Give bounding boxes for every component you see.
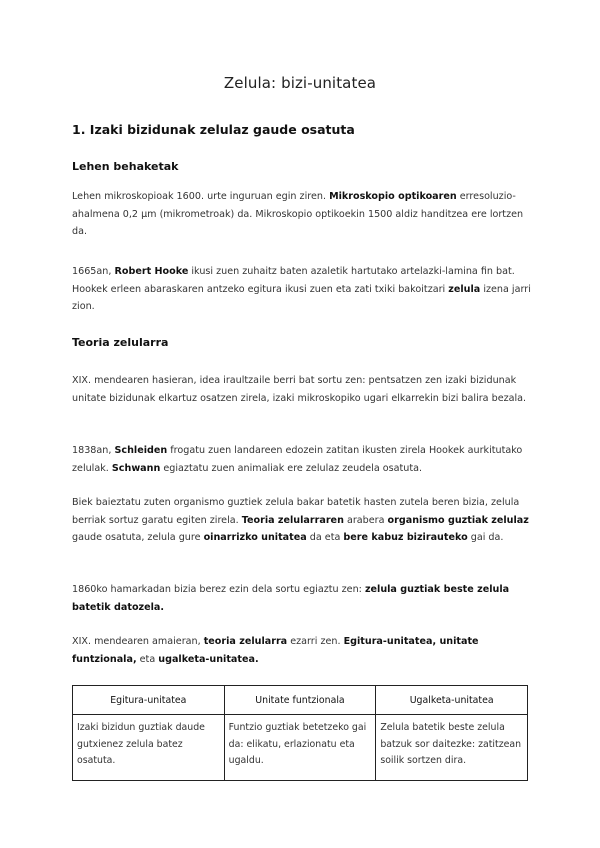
p2-text-3: izena jarri zion. <box>72 283 531 312</box>
subsection-heading-teoria-zelularra: Teoria zelularra <box>72 336 169 349</box>
p4-bold-1: Schleiden <box>114 445 168 456</box>
p2-bold-2: zelula <box>448 283 481 295</box>
paragraph-2 <box>72 263 534 316</box>
table-header-row <box>73 686 528 715</box>
p1-text-1: Lehen mikroskopioak 1600. urte inguruan egin ziren. <box>72 191 330 202</box>
p7-bold-1: teoria zelularra <box>203 636 288 647</box>
p5-text-2: arabera <box>343 514 388 526</box>
table-cell: Izaki bizidun guztiak daude gutxienez zelula batez osatuta. <box>73 715 225 781</box>
p6-bold-1: zelula guztiak beste zelula batetik datozela. <box>72 584 510 613</box>
table-cell: Zelula batetik beste zelula batzuk sor daitezke: zatitzean soilik sortzen dira. <box>376 715 528 781</box>
paragraph-5 <box>72 494 534 547</box>
p1-bold-1: Mikroskopio optikoaren <box>329 191 457 202</box>
p4-text-3: egiaztatu zuen animaliak ere zelulaz zeudela osatuta. <box>160 462 423 474</box>
subsection-heading-lehen-behaketak: Lehen behaketak <box>72 160 179 173</box>
p7-text-3: eta <box>136 653 159 665</box>
p5-bold-1: Teoria zelularraren <box>241 514 344 526</box>
table-header-cell: Egitura-unitatea <box>73 686 225 715</box>
paragraph-4 <box>72 442 534 477</box>
paragraph-1 <box>72 188 534 241</box>
table-header-cell: Unitate funtzionala <box>224 686 376 715</box>
section-heading-1: 1. Izaki bizidunak zelulaz gaude osatuta <box>72 122 355 137</box>
p5-text-1: Biek baieztatu zuten organismo guztiek zelula bakar batetik hasten zutela beren bizia, zelula berriak sortuz garatu egiten zirela. <box>72 497 520 526</box>
p7-text-1: XIX. mendearen amaieran, <box>72 636 204 647</box>
p5-bold-3: oinarrizko unitatea <box>203 532 307 543</box>
p5-text-3: gaude osatuta, zelula gure <box>72 532 204 543</box>
unit-table <box>72 685 528 781</box>
p4-bold-2: Schwann <box>111 462 161 474</box>
p4-text-2: frogatu zuen landareen edozein zatitan ikusten zirela Hookek aurkitutako zelulak. <box>72 445 523 474</box>
p4-text-1: 1838an, <box>72 445 115 456</box>
document-title: Zelula: bizi-unitatea <box>223 74 377 92</box>
p2-text-1: 1665an, <box>72 266 115 277</box>
p5-text-4: da eta <box>306 532 344 543</box>
p2-text-2: ikusi zuen zuhaitz baten azaletik hartutako artelazki-lamina fin bat. Hookek erleen abaraskaren antzeko egitura ikusi zuen eta zati txiki bakoitzari <box>72 266 515 295</box>
table-header-cell: Ugalketa-unitatea <box>376 686 528 715</box>
p7-text-2: ezarri zen. <box>287 636 344 647</box>
table-row <box>73 715 528 781</box>
p5-bold-4: bere kabuz bizirauteko <box>343 532 468 543</box>
p3-text-1: XIX. mendearen hasieran, idea iraultzaile berri bat sortu zen: pentsatzen zen izaki bizidunak unitate bizidunak elkartuz osatzen zirela, izaki mikroskopiko ugari elkarrekin bizi balira bezala. <box>72 375 527 404</box>
paragraph-3 <box>72 372 534 407</box>
p5-text-5: gai da. <box>467 532 504 543</box>
p7-bold-2: Egitura-unitatea, unitate funtzionala, <box>72 636 479 665</box>
p7-bold-3: ugalketa-unitatea. <box>158 653 259 665</box>
p1-text-2: erresoluzio-ahalmena 0,2 μm (mikrometroak) da. Mikroskopio optikoekin 1500 aldiz handitzea ere lortzen da. <box>72 191 524 237</box>
p6-text-1: 1860ko hamarkadan bizia berez ezin dela sortu egiaztu zen: <box>72 584 365 595</box>
p5-bold-2: organismo guztiak zelulaz <box>387 514 529 526</box>
table-cell: Funtzio guztiak betetzeko gai da: elikatu, erlazionatu eta ugaldu. <box>224 715 376 781</box>
paragraph-6 <box>72 581 534 616</box>
paragraph-7 <box>72 633 534 668</box>
p2-bold-1: Robert Hooke <box>114 266 189 277</box>
